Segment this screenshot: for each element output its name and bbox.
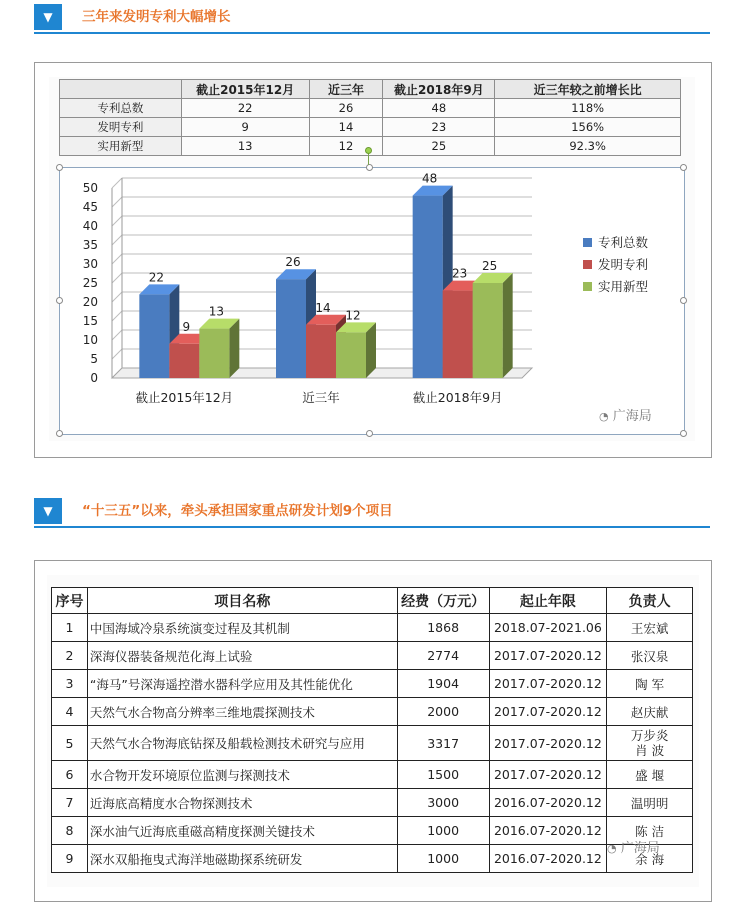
bar-side [229,319,239,378]
bar [473,283,503,378]
patent-row [60,118,681,137]
table-row [52,642,693,670]
project-period: 2016.07-2020.12 [489,817,607,845]
table-row [52,789,693,817]
table-row [52,670,693,698]
resize-handle[interactable] [366,164,373,171]
project-leader: 温明明 [607,789,693,817]
table-row [52,726,693,761]
resize-handle[interactable] [680,430,687,437]
projects-table [51,587,693,873]
section1-title: 三年来发明专利大幅增长 [82,9,231,25]
gridline [112,273,122,283]
patent-cell: 12 [309,137,383,156]
wechat-icon: ◔ [599,410,609,423]
project-leader: 张汉泉 [607,642,693,670]
y-tick-label: 5 [90,352,98,366]
data-label: 13 [208,304,224,319]
gridline [112,178,122,188]
legend-label: 发明专利 [598,257,649,272]
project-period: 2017.07-2020.12 [489,670,607,698]
data-label: 48 [422,171,438,186]
project-period: 2018.07-2021.06 [489,614,607,642]
y-tick-label: 0 [90,371,98,385]
projects-header-cell: 起止年限 [489,588,607,614]
data-label: 12 [345,308,361,323]
gridline [112,216,122,226]
row-number: 3 [52,670,88,698]
projects-panel [34,560,712,902]
project-leader: 陶 军 [607,670,693,698]
project-leader: 肖 波 [635,743,665,758]
legend-swatch [583,282,592,291]
y-tick-label: 15 [82,314,98,328]
project-leader: 万步炎 [630,728,669,743]
bar [413,196,443,378]
row-number: 2 [52,642,88,670]
table-row [52,817,693,845]
patent-table [59,79,681,156]
rotate-handle[interactable] [365,147,372,154]
legend-label: 实用新型 [598,279,649,294]
resize-handle[interactable] [680,297,687,304]
patent-cell: 156% [495,118,681,137]
data-label: 23 [452,266,468,281]
section1-rule [34,32,710,34]
gridline [112,330,122,340]
patent-cell: 13 [181,137,309,156]
project-fund: 1500 [397,761,489,789]
project-name: 深水双船拖曳式海洋地磁勘探系统研发 [87,845,397,873]
gridline [112,349,122,359]
patent-cell: 14 [309,118,383,137]
project-fund: 3317 [397,726,489,761]
x-tick-label: 截止2015年12月 [135,390,234,405]
project-leader: 王宏斌 [607,614,693,642]
patent-cell: 118% [495,99,681,118]
patent-cell: 9 [181,118,309,137]
patent-screenshot [49,77,695,441]
watermark-text: 广海局 [612,409,652,424]
project-name: 近海底高精度水合物探测技术 [87,789,397,817]
bar [443,291,473,378]
data-label: 14 [315,300,331,315]
project-name: 深水油气近海底重磁高精度探测关键技术 [87,817,397,845]
projects-header-cell: 负责人 [607,588,693,614]
watermark-text: 广海局 [620,841,660,856]
gridline [112,311,122,321]
watermark [599,405,652,424]
table-row [52,614,693,642]
y-tick-label: 30 [82,257,98,271]
project-period: 2017.07-2020.12 [489,726,607,761]
resize-handle[interactable] [366,430,373,437]
x-tick-label: 截止2018年9月 [412,390,503,405]
resize-handle[interactable] [680,164,687,171]
row-number: 7 [52,789,88,817]
patent-cell: 22 [181,99,309,118]
watermark [607,837,660,856]
patent-cell: 23 [383,118,495,137]
section2-header [34,498,710,524]
bar [199,329,229,378]
project-fund: 2774 [397,642,489,670]
patent-cell: 48 [383,99,495,118]
project-leader: 余 海 [607,845,693,873]
project-period: 2017.07-2020.12 [489,761,607,789]
resize-handle[interactable] [56,164,63,171]
data-label: 9 [182,319,191,334]
projects-header-cell: 经费（万元） [397,588,489,614]
project-name: 水合物开发环境原位监测与探测技术 [87,761,397,789]
section1-header [34,4,710,30]
gridline [112,197,122,207]
bar [306,325,336,378]
bar [276,279,306,378]
project-fund: 3000 [397,789,489,817]
data-label: 22 [148,270,164,285]
projects-header-cell: 序号 [52,588,88,614]
projects-table-header [52,588,693,614]
patent-panel [34,62,712,458]
resize-handle[interactable] [56,297,63,304]
bar-side [503,273,513,378]
y-tick-label: 40 [82,219,98,233]
project-name: 中国海域冷泉系统演变过程及其机制 [87,614,397,642]
bar [169,344,199,378]
project-fund: 1868 [397,614,489,642]
patent-cell: 25 [383,137,495,156]
patent-row-label: 专利总数 [60,99,182,118]
y-tick-label: 20 [82,295,98,309]
row-number: 6 [52,761,88,789]
triangle-down-icon: ▼ [34,498,62,524]
project-period: 2016.07-2020.12 [489,845,607,873]
row-number: 9 [52,845,88,873]
patent-table-header [60,80,681,99]
patent-row [60,99,681,118]
bar [336,332,366,378]
patent-header-cell [60,80,182,99]
gridline [112,254,122,264]
row-number: 8 [52,817,88,845]
section2-title: “十三五”以来，牵头承担国家重点研发计划9个项目 [82,503,393,519]
row-number: 4 [52,698,88,726]
project-leader: 陈 洁 [607,817,693,845]
y-tick-label: 25 [82,276,98,290]
patent-header-cell: 截止2015年12月 [181,80,309,99]
patent-row-label: 实用新型 [60,137,182,156]
project-fund: 1904 [397,670,489,698]
table-row [52,845,693,873]
triangle-down-icon: ▼ [34,4,62,30]
y-tick-label: 10 [82,333,98,347]
y-tick-label: 50 [82,181,98,195]
project-leader: 盛 堰 [607,761,693,789]
table-row [52,698,693,726]
project-period: 2016.07-2020.12 [489,789,607,817]
x-tick-label: 近三年 [302,390,340,405]
patent-bar-chart [60,168,684,434]
project-fund: 2000 [397,698,489,726]
gridline [112,292,122,302]
project-name: 天然气水合物高分辨率三维地震探测技术 [87,698,397,726]
y-tick-label: 35 [82,238,98,252]
project-name: 深海仪器装备规范化海上试验 [87,642,397,670]
resize-handle[interactable] [56,430,63,437]
patent-row-label: 发明专利 [60,118,182,137]
project-period: 2017.07-2020.12 [489,642,607,670]
patent-header-cell: 近三年 [309,80,383,99]
section2-rule [34,526,710,528]
table-row [52,761,693,789]
project-leader-cell [607,726,693,761]
data-label: 26 [285,255,301,270]
legend-swatch [583,238,592,247]
projects-screenshot [47,575,699,887]
projects-header-cell: 项目名称 [87,588,397,614]
y-tick-label: 45 [82,200,98,214]
row-number: 1 [52,614,88,642]
patent-chart-frame[interactable] [59,167,685,435]
project-fund: 1000 [397,845,489,873]
project-leader: 赵庆献 [607,698,693,726]
project-name: “海马”号深海遥控潜水器科学应用及其性能优化 [87,670,397,698]
bar [139,294,169,378]
patent-cell: 92.3% [495,137,681,156]
patent-cell: 26 [309,99,383,118]
project-period: 2017.07-2020.12 [489,698,607,726]
wechat-icon: ◔ [607,842,617,855]
data-label: 25 [482,259,498,273]
legend-swatch [583,260,592,269]
row-number: 5 [52,726,88,761]
patent-header-cell: 近三年较之前增长比 [495,80,681,99]
patent-header-cell: 截止2018年9月 [383,80,495,99]
project-name: 天然气水合物海底钻探及船载检测技术研究与应用 [87,726,397,761]
legend-label: 专利总数 [598,235,649,250]
project-fund: 1000 [397,817,489,845]
gridline [112,235,122,245]
